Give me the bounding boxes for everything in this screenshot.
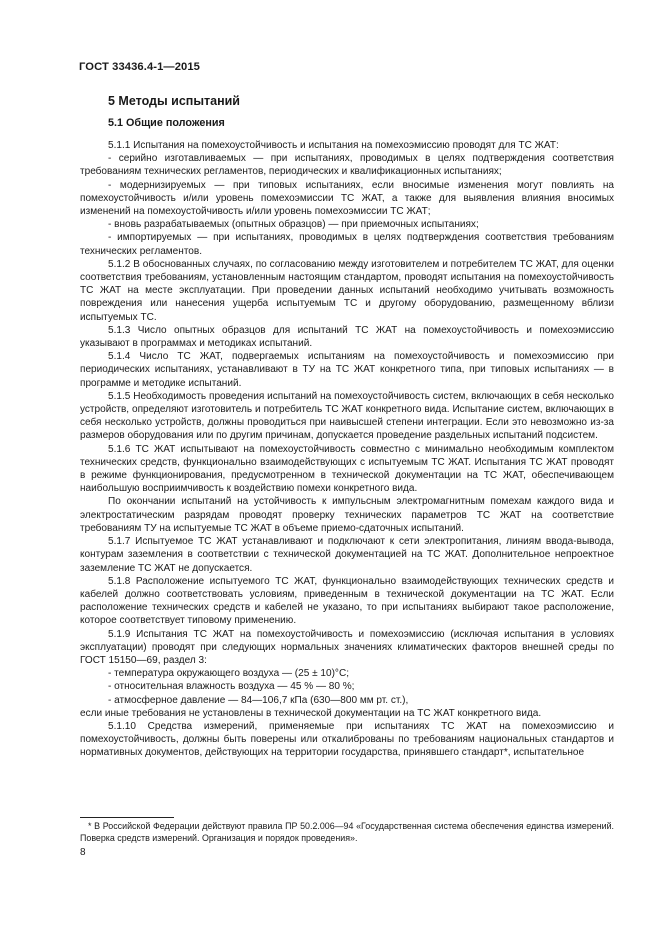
paragraph: 5.1.2 В обоснованных случаях, по согласованию между изготовителем и потребителем ТС ЖАТ, для оценки соответствия требованиям, установленным настоящим стандартом, проводят испытания на помехоустойчивость ТС ЖАТ на месте эксплуатации. При проведении данных испытаний необходимо учитывать возможность повреждения или нанесения ущерба испытуемым ТС и другому оборудованию, размещенному вблизи испытуемых ТС. — [80, 258, 614, 323]
paragraph: 5.1.8 Расположение испытуемого ТС ЖАТ, функционально взаимодействующих технических средств и кабелей должно соответствовать условиям, приведенным в технической документации на ТС ЖАТ. Если расположение технических средств и кабелей не указано, то при испытаниях выбирают такое расположение, которое соответствует типовому применению. — [80, 575, 614, 627]
list-item: - относительная влажность воздуха — 45 % — 80 %; — [108, 681, 355, 693]
list-item: - атмосферное давление — 84—106,7 кПа (630—800 мм рт. ст.), — [108, 694, 409, 706]
paragraph: 5.1.9 Испытания ТС ЖАТ на помехоустойчивость и помехоэмиссию (исключая испытания в условиях эксплуатации) проводят при следующих нормальных значениях климатических факторов внешней среды по ГОСТ 15150—69, раздел 3: — [80, 628, 614, 666]
paragraph: 5.1.10 Средства измерений, применяемые при испытаниях ТС ЖАТ на помехоэмиссию и помехоустойчивость, должны быть поверены или откалиброваны по требованиям национальных стандартов и нормативных документов, действующих на территории государства, принявшего стандарт*, испытательное — [80, 720, 614, 759]
list-item: - импортируемых — при испытаниях, проводимых в целях подтверждения соответствия требованиям технических регламентов. — [80, 232, 614, 257]
list-item: - серийно изготавливаемых — при испытаниях, проводимых в целях подтверждения соответствия требованиям технических регламентов, периодических и квалификационных испытаниях; — [80, 153, 614, 178]
footnote: * В Российской Федерации действуют правила ПР 50.2.006—94 «Государственная система обеспечения единства измерений. Поверка средств измерений. Организация и порядок проведения». — [80, 821, 614, 843]
paragraph: 5.1.6 ТС ЖАТ испытывают на помехоустойчивость совместно с минимально необходимым комплектом технических средств, функционально взаимодействующих с испытуемым ТС ЖАТ. Испытания ТС ЖАТ проводят в режиме функционирования, предусмотренном в технической документации на ТС ЖАТ, обеспечивающем наибольшую восприимчивость к воздействию помехи конкретного вида. — [80, 443, 614, 495]
paragraph: 5.1.4 Число ТС ЖАТ, подвергаемых испытаниям на помехоустойчивость и помехоэмиссию при периодических испытаниях, устанавливают в ТУ на ТС ЖАТ конкретного типа, при типовых испытаниях — в программе и методике испытаний. — [80, 351, 614, 389]
footnote-separator — [80, 817, 174, 818]
paragraph: По окончании испытаний на устойчивость к импульсным электромагнитным помехам каждого вида и электростатическим разрядам проводят проверку технических параметров ТС ЖАТ на соответствие требованиям ТУ на испытуемые ТС ЖАТ в объеме приемо-сдаточных испытаний. — [80, 496, 614, 534]
list-item: - температура окружающего воздуха — (25 ± 10)°С; — [108, 668, 349, 680]
page-number: 8 — [80, 847, 86, 858]
paragraph: 5.1.5 Необходимость проведения испытаний на помехоустойчивость систем, включающих в себя несколько устройств, определяют изготовитель и потребитель ТС ЖАТ конкретного вида. Испытание систем, включающих в себя несколько устройств, должны проводиться при наивысшей степени интеграции. Если это невозможно из-за размеров оборудования или по другим причинам, допускается проведение раздельных испытаний подсистем. — [80, 390, 614, 442]
document-header: ГОСТ 33436.4-1—2015 — [79, 61, 201, 73]
subsection-title: 5.1 Общие положения — [108, 117, 225, 129]
paragraph: 5.1.7 Испытуемое ТС ЖАТ устанавливают и подключают к сети электропитания, линиям ввода-вывода, контурам заземления в соответствии с технической документацией на ТС ЖАТ. Дополнительное непроектное заземление ТС ЖАТ не допускается. — [80, 536, 614, 574]
paragraph: 5.1.3 Число опытных образцов для испытаний ТС ЖАТ на помехоустойчивость и помехоэмиссию указывают в программах и методиках испытаний. — [80, 324, 614, 350]
paragraph: если иные требования не установлены в технической документации на ТС ЖАТ конкретного вида. — [80, 707, 542, 719]
list-item: - модернизируемых — при типовых испытаниях, если вносимые изменения могут повлиять на помехоустойчивость и/или уровень помехоэмиссии ТС ЖАТ, а также для выявления влияния вносимых изменений на помехоустойчивость и/или уровень помехоэмиссии ТС ЖАТ; — [80, 179, 614, 218]
paragraph: 5.1.1 Испытания на помехоустойчивость и испытания на помехоэмиссию проводят для ТС ЖАТ: — [108, 140, 559, 151]
list-item: - вновь разрабатываемых (опытных образцов) — при приемочных испытаниях; — [108, 219, 479, 231]
section-title: 5 Методы испытаний — [108, 94, 240, 108]
body-text — [80, 139, 614, 760]
